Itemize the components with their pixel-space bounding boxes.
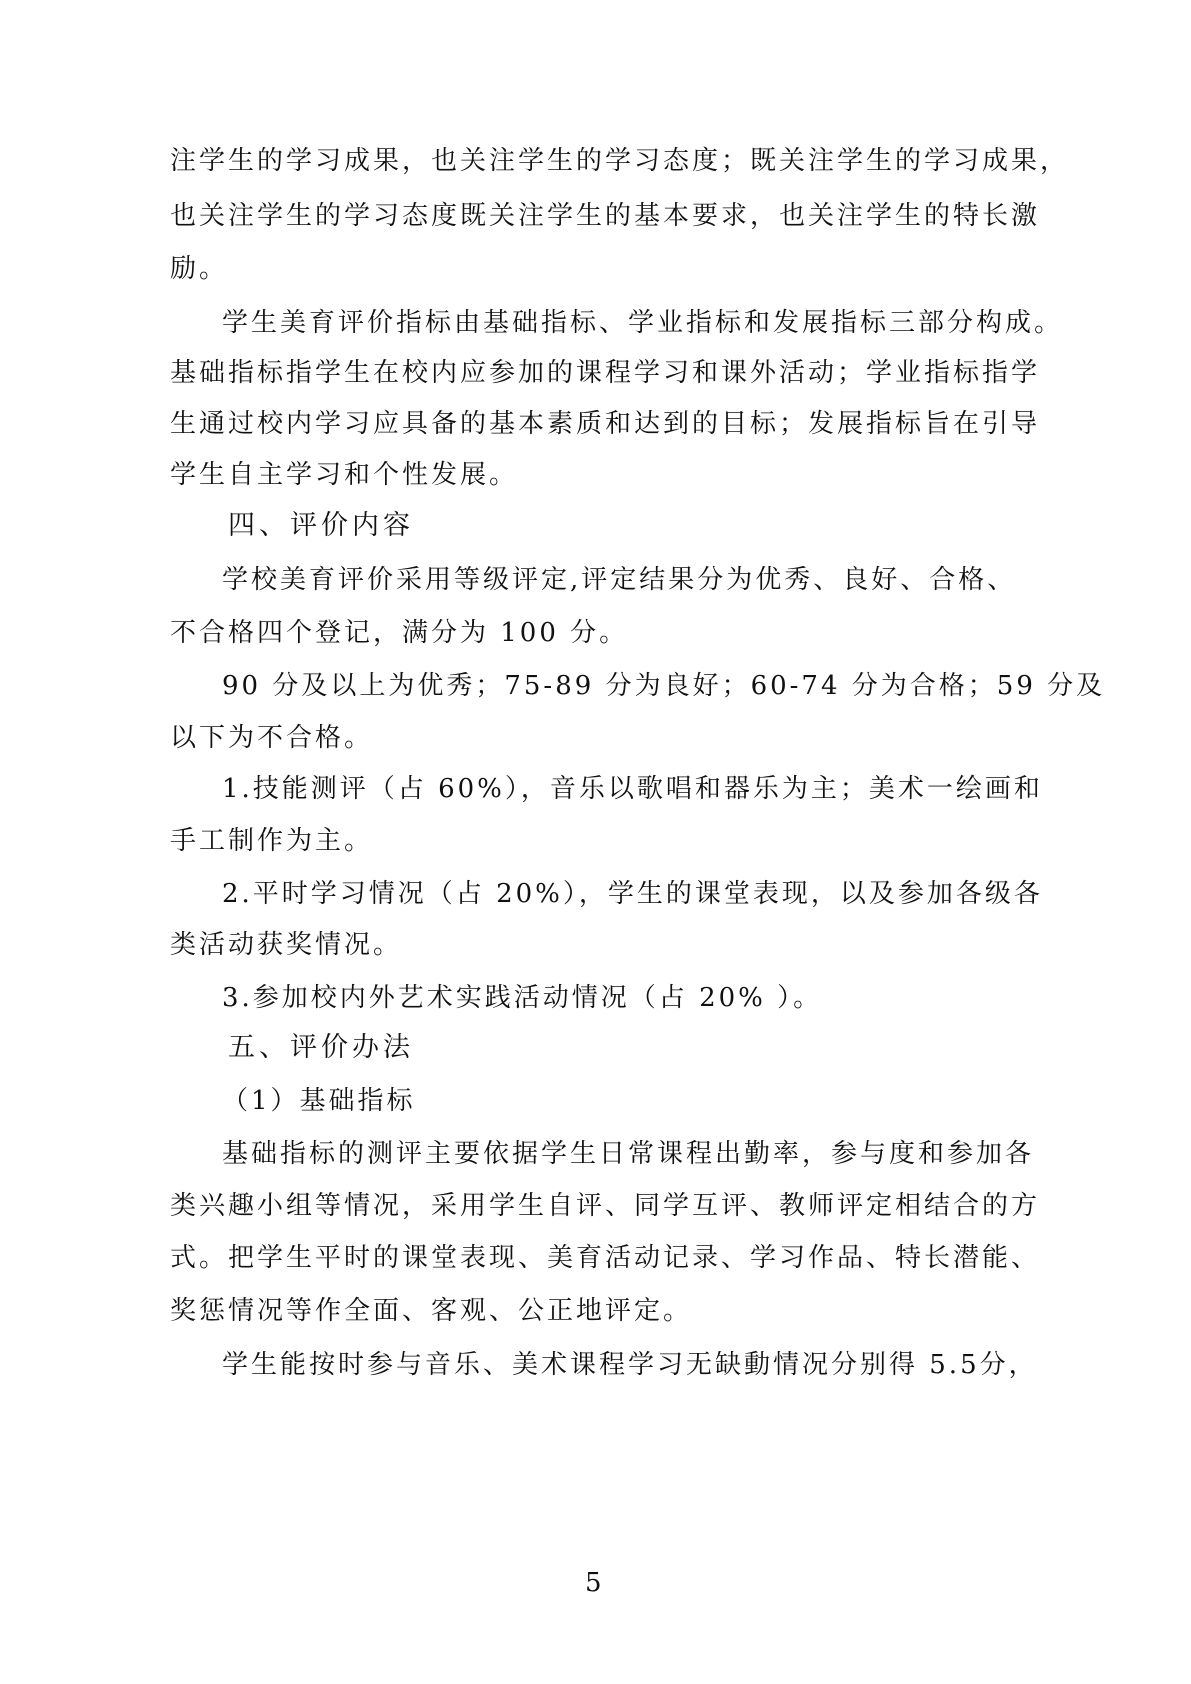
- section-heading: 五、评价办法: [228, 1032, 414, 1063]
- text-line: 2.平时学习情况（占 20%），学生的课堂表现，以及参加各级各: [222, 879, 1043, 909]
- text-line: 类兴趣小组等情况，采用学生自评、同学互评、教师评定相结合的方: [170, 1191, 1041, 1221]
- text-line: 基础指标的测评主要依据学生日常课程出勤率，参与度和参加各: [222, 1139, 1035, 1169]
- page-number: 5: [585, 1568, 602, 1598]
- text-line: 式。把学生平时的课堂表现、美育活动记录、学习作品、特长潜能、: [170, 1243, 1041, 1273]
- text-line: 90 分及以上为优秀；75-89 分为良好；60-74 分为合格；59 分及: [222, 671, 1106, 701]
- text-line: 以下为不合格。: [170, 723, 374, 753]
- text-line: 生通过校内学习应具备的基本素质和达到的目标；发展指标旨在引导: [170, 409, 1041, 439]
- text-line: 也关注学生的学习态度既关注学生的基本要求，也关注学生的特长激: [170, 201, 1041, 231]
- text-line: 注学生的学习成果，也关注学生的学习态度；既关注学生的学习成果，: [170, 146, 1070, 176]
- text-line: 不合格四个登记，满分为 100 分。: [170, 618, 629, 648]
- text-line: 基础指标指学生在校内应参加的课程学习和课外活动；学业指标指学: [170, 358, 1041, 388]
- text-line: 奖惩情况等作全面、客观、公正地评定。: [170, 1296, 693, 1326]
- text-line: 励。: [170, 254, 229, 284]
- text-line: 3.参加校内外艺术实践活动情况（占 20% ）。: [222, 983, 823, 1013]
- text-line: 学校美育评价采用等级评定,评定结果分为优秀、良好、合格、: [222, 565, 1017, 595]
- text-line: 学生美育评价指标由基础指标、学业指标和发展指标三部分构成。: [222, 308, 1064, 338]
- text-line: 学生能按时参与音乐、美术课程学习无缺動情况分别得 5.5分，: [222, 1350, 1038, 1380]
- text-line: 1.技能测评（占 60%），音乐以歌唱和器乐为主；美术一绘画和: [222, 774, 1043, 804]
- text-line: 手工制作为主。: [170, 826, 374, 856]
- text-line: 学生自主学习和个性发展。: [170, 460, 519, 490]
- text-line: 类活动获奖情况。: [170, 930, 403, 960]
- section-heading: 四、评价内容: [228, 510, 414, 541]
- subsection-heading: （1）基础指标: [222, 1086, 416, 1116]
